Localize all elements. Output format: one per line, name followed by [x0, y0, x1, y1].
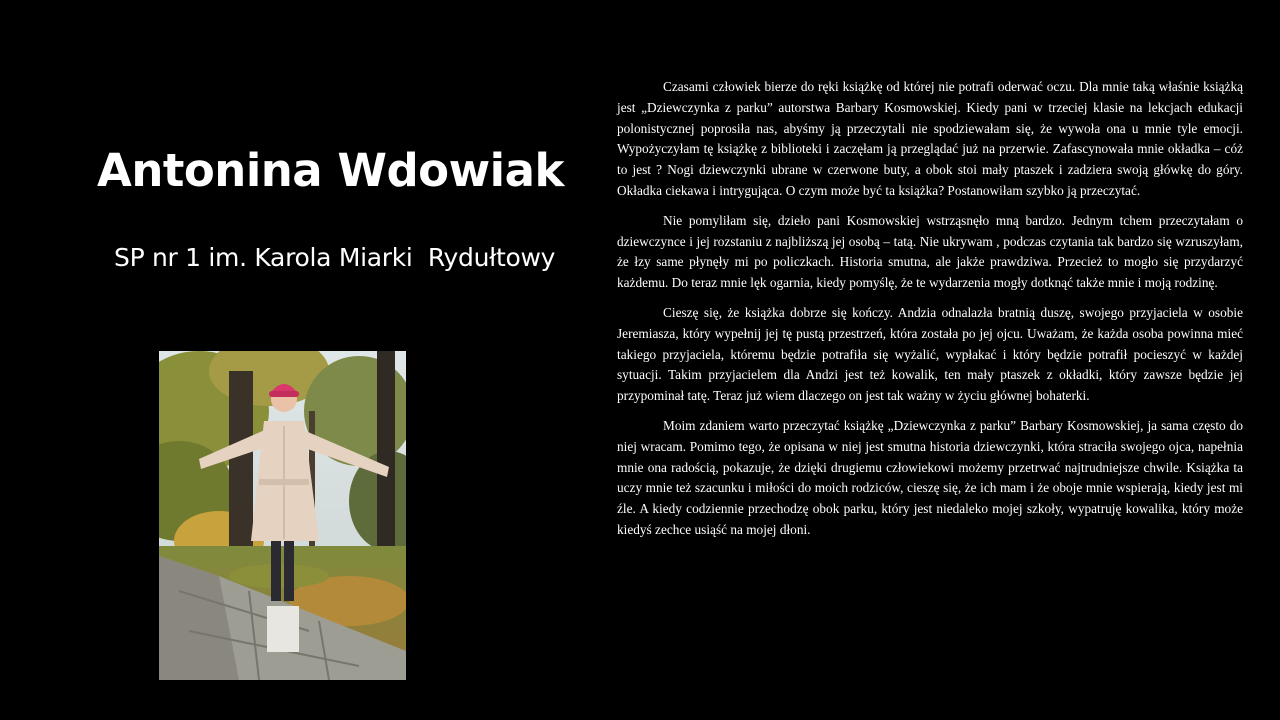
author-name: Antonina Wdowiak: [97, 144, 564, 197]
author-photo: [159, 351, 406, 680]
essay-paragraph-2: Nie pomyliłam się, dzieło pani Kosmowskiej wstrząsnęło mną bardzo. Jednym tchem przeczytałam o dziewczynce i jej rozstaniu z najbliższą jej osobą – tatą. Nie ukrywam , podczas czytania tak bardzo się wzruszyłam, że łzy same płynęły mi po policzkach. Historia smutna, ale jakże prawdziwa. Przecież to mogło się przydarzyć każdemu. Do teraz mnie lęk ogarnia, kiedy pomyślę, że te wydarzenia mogły dotknąć także mnie i moją rodzinę.: [617, 212, 1243, 291]
essay-paragraph-3: Cieszę się, że książka dobrze się kończy. Andzia odnalazła bratnią duszę, swojego przyjaciela w osobie Jeremiasza, który wypełnij jej tę pustą przestrzeń, która została po jej ojcu. Uważam, że każda osoba powinna mieć takiego przyjaciela, któremu będzie potrafiła się wyżalić, wypłakać i który będzie potrafił pocieszyć w każdej sytuacji. Takim przyjacielem dla Andzi jest też kowalik, ten mały ptaszek z okładki, który zawsze będzie jej przypominał tatę. Teraz już wiem dlaczego on jest tak ważny w życiu głównej bohaterki.: [617, 304, 1243, 404]
school-name: SP nr 1 im. Karola Miarki Rydułtowy: [114, 243, 556, 272]
essay-text: [617, 77, 1243, 550]
photo-girl-in-park-icon: [159, 351, 406, 680]
essay-paragraph-1: Czasami człowiek bierze do ręki książkę od której nie potrafi oderwać oczu. Dla mnie taką właśnie książką jest „Dziewczynka z parku” autorstwa Barbary Kosmowskiej. Kiedy pani w trzeciej klasie na lekcjach edukacji polonistycznej poprosiła nas, abyśmy ją przeczytali nie spodziewałam się, że wywoła ona u mnie tyle emocji. Wypożyczyłam tę książkę z biblioteki i zaczęłam ją przeglądać już na przerwie. Zafascynowała mnie okładka – cóż to jest ? Nogi dziewczynki ubrane w czerwone buty, a obok stoi mały ptaszek i zadziera swoją główkę do góry. Okładka ciekawa i intrygująca. O czym może być ta książka? Postanowiłam szybko ją przeczytać.: [617, 79, 1243, 198]
essay-paragraph-4: Moim zdaniem warto przeczytać książkę „Dziewczynka z parku” Barbary Kosmowskiej, ja sama często do niej wracam. Pomimo tego, że opisana w niej jest smutna historia dziewczynki, która straciła swojego ojca, napełnia mnie ona radością, pokazuje, że dzięki drugiemu człowiekowi możemy przetrwać najtrudniejsze chwile. Książka ta uczy mnie też szacunku i miłości do moich rodziców, cieszę się, że ich mam i że oboje mnie wspierają, kiedy jest mi źle. A kiedy codziennie przechodzę obok parku, który jest niedaleko mojej szkoły, wypatruję kowalika, który może kiedyś zechce usiąść na mojej dłoni.: [617, 417, 1243, 537]
